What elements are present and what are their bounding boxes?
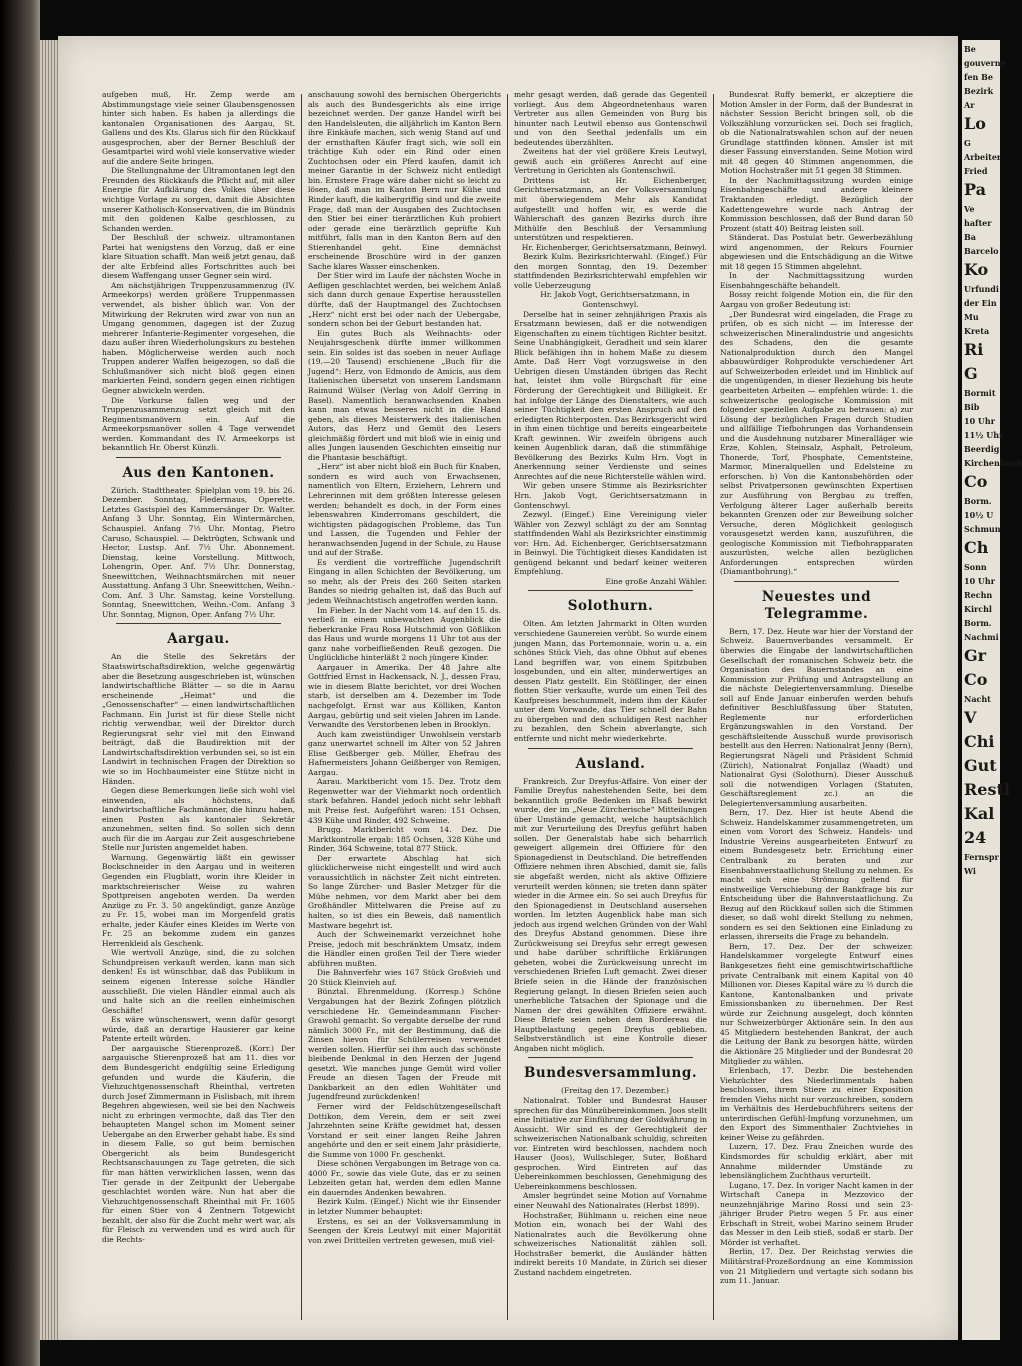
section-heading-kantonen: Aus den Kantonen. <box>122 464 275 481</box>
section-heading-ausland: Ausland. <box>575 755 646 772</box>
fragment: Rechn <box>964 590 993 600</box>
article-paragraph: Es wäre wünschenswert, wenn dafür gesorgt würde, daß an derartige Hausierer gar keine Patente erteilt würden. <box>102 1015 295 1044</box>
fragment: G <box>964 364 978 383</box>
column-rule <box>301 94 302 1320</box>
signature-line: Hr. Eichenberger, Gerichtsersatzmann, Beinwyl. <box>521 242 707 252</box>
column-rule <box>507 94 508 1320</box>
article-paragraph: mehr gesagt werden, daß gerade das Gegenteil vorliegt. Aus dem Abgeordnetenhaus waren Vertreter aus allen Gemeinden von Burg bis hinunter nach Leutwil ebenso aus Gontenschwil und von den Seethal jedenfalls um ein bedeutendes überzählten. <box>514 90 707 147</box>
section-divider <box>734 581 899 582</box>
section-divider <box>528 590 693 591</box>
fragment: Nacht <box>964 694 991 704</box>
article-paragraph: Es verdient die vortreffliche Jugendschrift Eingang in allen Schichten der Bevölkerung, um so mehr, als der Preis des 260 Seiten starken Bandes so niedrig gehalten ist, daß das Buch auf jedem Weihnachtstisch angetroffen werden kann. <box>308 557 501 605</box>
fragment: Sonn <box>964 562 987 572</box>
article-paragraph: Die Stellungnahme der Ultramontanen legt den Freunden des Rückkaufs die Pflicht auf, mit aller Energie für Aufklärung des Volkes über diese wichtige Vorlage zu sorgen, damit die Absichten unserer Katholisch-Konservativen, die im Bündnis mit den goldenen Kalbe geschlossen, zu Schanden werden. <box>102 166 295 233</box>
article-paragraph: Frankreich. Zur Dreyfus-Affaire. Von einer der Familie Dreyfus nahestehenden Seite, bei dem bekanntlich große Bedenken im Elsaß bewirkt wurde, der im „Neue Zürcherische“ Mitteilungen über Umstände gemacht, welche hauptsächlich mit zur Verurteilung des Dreyfus geführt haben sollen. Der Generalstab habe sich beharrlich geweigert allgemein drei Offiziere für den Spionagedienst in Deutschland. Die betreffenden Offiziere nehmen ihren Abschied, damit sie, falls sie abgefaßt werden, nicht als aktive Offiziere verurteilt werden können; sie treten dann später wieder in die Armee ein. So sei auch Dreyfus für den Spionagedienst in Deutschland ausersehen worden. Im letzten Augenblick habe man sich jedoch aus irgend welchen Gründen von der Wahl des Dreyfus Abstand genommen. Diese ihre Zurückweisung sei Dreyfus sehr erregt gewesen und habe darüber schriftliche Erklärungen gebeten, wobei die Zurückweisung unrecht im verschiedenen Briefen Luft gemacht. Zwei dieser Briefe seien in die Hände der französischen Regierung gelangt. In diesen Briefen seien auch unerhebliche Tatsachen der Spionage und die Namen der drei gewählten Offiziere erwähnt. Diese Briefe seien neben dem Bordereau die Hauptbelastung gegen Dreyfus geblieben. Selbstverständlich ist eine Kontrolle dieser Angaben nicht möglich. <box>514 776 707 1053</box>
article-paragraph: Gegen diese Bemerkungen ließe sich wohl viel einwenden, als höchstens, daß landwirtschaftliche Fachmänner, die hinzu haben, einen Posten als kantonaler Sekretär anzunehmen, selten find. So sollen sich denn auch für die im Aargau zur Zeit ausgeschriebene Stelle nur Juristen angemeldet haben. <box>102 786 295 853</box>
fragment: Pa <box>964 180 986 199</box>
article-paragraph: Nationalrat. Tobler und Bundesrat Hauser sprechen für das Münzübereinkommen. Joos stellt eine Initiative zur Einführung der Goldwährung in Aussicht. Wir sind es der Gerechtigkeit der schweizerischen Nationalbank schuldig, schreiten vor. Eintreten wird beschlossen, nachdem noch Hauser (Joos), Wullschleger, Suter, Boßhard gesprochen. Wird Eintreten auf das Uebereinkommen beschlossen, Genehmigung des Uebereinkommens beschlossen. <box>514 1095 707 1191</box>
fragment: 10 Uhr <box>964 416 995 426</box>
article-paragraph: Erstens, es sei an der Volksversammlung in Seengen der Kreis Leutwyl mit einer Majorität von zwei Dritteilen vertreten gewesen, muß viel- <box>308 1216 501 1245</box>
article-paragraph: Erlenbach, 17. Dezbr. Die bestehenden Viehzüchter des Niederlimmentals haben beschlossen, ihrem Stiere zu einer Exposition fremden Viehs nicht nur vorzuschreiben, sondern im Verhältnis des Herdebuchführers seitens der unterirdischen Gefühl-Impfung vorzunehmen, um den Export des Simmenthaler Zuchtviehes in keiner Weise zu gefährden. <box>720 1066 913 1142</box>
section-divider <box>116 623 281 624</box>
article-paragraph: Bern, 17. Dez. Heute war hier der Vorstand der Schweiz. Bauernverbandes versammelt. Er überwies die Eingabe der landwirtschaftlichen Gesellschaft der romanischen Schweiz betr. die Organisation des Bauernstandes an eine Kommission zur Prüfung und Antragstellung an die nächste Delegiertenversammlung. Dieselbe soll auf Ende Januar einberufen werden behufs definitiver Beschlußfassung über Statuten, Reglemente nur erforderlichen Ergänzungswahlen in den Vorstand. Der geschäftsleitende Ausschuß wurde provisorisch bestellt aus den Herren: Nationalrat Jenny (Bern), Regierungsrat Nägeli und Präsident Schmid (Zürich), Nationalrat Fonjallaz (Waadt) und Nationalrat Gysi (Solothurn). Dieser Ausschuß soll die notwendigen Vorlagen (Statuten, Geschäftsreglement zc.) an die Delegiertenversammlung ausarbeiten. <box>720 626 913 808</box>
fragment: Be <box>964 44 976 54</box>
section-heading-bundesversammlung: Bundesversammlung. <box>523 1065 698 1082</box>
article-paragraph: Der Stier wird im Laufe der nächsten Woche in Aefligen geschlachtet werden, bei welchem Anlaß sich dann durch genaue Expertise herausstellen dürfte, daß der Hauptmangel des Zuchtochsen „Herz“ nicht erst bei oder nach der Uebergabe, sondern schon bei der Geburt bestanden hat. <box>308 271 501 329</box>
fragment: Ch <box>964 538 989 557</box>
column-rule <box>713 94 714 1320</box>
page-edges <box>40 40 60 1340</box>
section-divider <box>116 457 281 458</box>
fragment: Kirchenbuch <box>964 458 1022 468</box>
fragment: Ko <box>964 260 989 279</box>
fragment: Kal <box>964 804 995 823</box>
fragment: Gut <box>964 756 997 775</box>
article-paragraph: Derselbe hat in seiner zehnjährigen Praxis als Ersatzmann bewiesen, daß er die notwendigen Eigenschaften zu einem tüchtigen Richter besitzt. Seine Unabhängigkeit, Geradheit und sein klarer Blick befähigen ihn in hohem Maße zu diesem Amte. Daß Herr Vogt vorzugsweise in den Uebrigen diesen Umständen übrigen das Recht hat, leistet ihm volle Bürgschaft für eine Förderung der Gerechtigkeit und Billigkeit. Er hat infolge der Länge des Dienstalters, wie auch seiner Tüchtigkeit den ersten Anspruch auf den erledigten Richterposten. Das Bezirksgericht wird in ihm einen tüchtige und bereits eingearbeitete Kraft gewinnen. Wir zweifeln übrigens auch keinen Augenblick daran, daß die stimmfähige Bevölkerung des Bezirks Kulm Hrn. Vogt in Anerkennung seiner Verdienste und seines Anrechtes auf die neue Richterstelle wählen wird. <box>514 309 707 481</box>
article-paragraph: Bezirk Kulm. (Eingef.) Nicht wie ihr Einsender in letzter Nummer behauptet: <box>308 1197 501 1216</box>
column-1 <box>102 90 295 1328</box>
fragment: 11½ Uhr <box>964 430 1004 440</box>
article-paragraph: aufgeben muß, Hr. Zemp werde am Abstimmungstage viele seiner Glaubensgenossen hinter sich haben. Es haben ja allerdings die kantonalen Organisationen des Aargau, St. Gallens und des Kts. Glarus sich für den Rückkauf ausgesprochen, aber der Berner Beschluß der Gesamtpartei wird wohl viele konservative wieder auf die andere Seite bringen. <box>102 90 295 166</box>
fragment: Bib <box>964 402 980 412</box>
section-heading-news: Neuestes und Telegramme. <box>761 588 872 622</box>
article-paragraph: Wir geben unsere Stimme als Bezirksrichter Hrn. Jakob Vogt, Gerichtsersatzmann in Gontenschwyl. <box>514 481 707 510</box>
article-paragraph: Die Bahnverfehr wies 167 Stück Großvieh und 20 Stück Kleinvieh auf. <box>308 968 501 987</box>
article-paragraph: Warnung. Gegenwärtig läßt ein gewisser Bockschneider in den Aargau und in weiteren Gegenden ein Flugblatt, worin ihre Kleider in marktschreierischer Weise zu wahren Spottpreisen angeboten werden. Da werden Anzüge zu Fr. 3. 50 angekündigt, ganze Anzüge zu Fr. 15, wobei man im Morgenfeld gratis erhalte, jeder Käufer eines Kleides im Werte von Fr. 25 an bekomme zudem ein ganzes Herrenkleid als Geschenk. <box>102 852 295 948</box>
article-paragraph: Ferner wird der Feldschützengesellschaft Dottikon, dem Verein, dem er seit zwei Jahrzehnten seine Kräfte gewidmet hat, dessen Vorstand er seit einer langen Reihe Jahren angehörte und den er seit einem Jahr präsidierte, die Summe von 1000 Fr. geschenkt. <box>308 1101 501 1159</box>
fragment: Borm. <box>964 618 992 628</box>
article-paragraph: In der Nachmittagssitzung wurden einige Eisenbahngeschäfte und andere kleinere Traktanden erledigt. Bezüglich der Kadettengewehre wurde nach Antrag der Kommission beschlossen, daß der Bund daran 50 Prozent (statt 40) Beitrag leisten soll. <box>720 175 913 233</box>
section-divider <box>528 1057 693 1058</box>
fragment: Ri <box>964 340 984 359</box>
fragment: Borm. <box>964 496 992 506</box>
article-paragraph: Aargauer in Amerika. Der 48 Jahre alte Gottfried Ernst in Hackensack, N. J., dessen Frau, wie in diesem Blatte berichtet, vor drei Wochen starb, ist derselben am 4. Dezember im Tode nachgefolgt. Ernst war aus Kölliken, Kanton Aargau, gebürtig und seit vielen Jahren im Lande. Verwandte des Verstorbenen leben in Brooklyn. <box>308 662 501 730</box>
fragment: gouverne <box>964 58 1006 68</box>
article-paragraph: Im Fieber. In der Nacht vom 14. auf den 15. ds. verließ in einem unbewachten Augenblick die fieberkranke Frau Rosa Hutschmid von Gößlikon das Haus und wurde morgens 11 Uhr tot aus der ganz nahe vorbeifließenden Reuß gezogen. Die Unglückliche hinterläßt 2 noch jüngere Kinder. <box>308 605 501 663</box>
fragment: Lo <box>964 114 986 133</box>
fragment: Arbeiter <box>964 152 1002 162</box>
signature-line: Eine große Anzahl Wähler. <box>605 576 707 586</box>
fragment: Ar <box>964 100 975 110</box>
fragment: Co <box>964 670 988 689</box>
book-binding <box>0 0 40 1366</box>
article-paragraph: „Herz“ ist aber nicht bloß ein Buch für Knaben, sondern es wird auch von Erwachsenen, namentlich von Eltern, Erziehern, Lehrern und Lehrerinnen mit dem größten Interesse gelesen werden; behandelt es doch, in der Form eines lebenswahren Kinderromans geschildert, die wichtigsten pädagogischen Probleme, das Tun und Lassen, die Tugenden und Fehler der heranwachsenden Jugend in der Schule, zu Hause und auf der Straße. <box>308 462 501 558</box>
fragment: Gr <box>964 646 987 665</box>
fragment: fen Be <box>964 72 993 82</box>
article-paragraph: Die Vorkurse fallen weg und der Truppenzusammenzug setzt gleich mit den Regimentsmanövern ein. Auf die Armeekorpsmanöver sollen 4 Tage verwendet werden. Kommandant des IV. Armeekorps ist bekanntlich Hr. Oberst Künzli. <box>102 395 295 453</box>
fragment: Ba <box>964 232 976 242</box>
section-heading-solothurn: Solothurn. <box>567 598 654 615</box>
fragment: Barcelo <box>964 246 999 256</box>
article-paragraph: Diese schönen Vergabungen im Betrage von ca. 4000 Fr., sowie das viele Gute, das er zu seinen Lebzeiten getan hat, werden dem edlen Manne ein dauerndes Andenken bewahren. <box>308 1159 501 1197</box>
session-date: (Freitag den 17. Dezember.) <box>561 1086 669 1096</box>
article-paragraph: Auch der Schweinemarkt verzeichnet hohe Preise, jedoch mit beschränktem Umsatz, indem die Händler einen großen Teil der Tiere wieder abführen mußten. <box>308 930 501 968</box>
fragment: Fried <box>964 166 988 176</box>
fragment: Beerdig <box>964 444 1000 454</box>
fragment: Co <box>964 472 988 491</box>
article-paragraph: Berlin, 17. Dez. Der Reichstag verwies die Militärstraf-Prozeßordnung an eine Kommission von 21 Mitgliedern und vertagte sich sodann bis zum 11. Januar. <box>720 1247 913 1286</box>
fragment: Restl <box>964 780 1010 799</box>
article-paragraph: An die Stelle des Sekretärs der Staatswirtschaftsdirektion, welche gegenwärtig aber die Besetzung ausgeschrieben ist, wünschen landwirtschaftliche Blätter — so die in Aarau erscheinende „Heimat“ und die „Genossenschafter“ — einen landwirtschaftlichen Fachmann. Ein Jurist ist für diese Stelle nicht richtig verwendbar, weil der Direktor durch Regierungsrat sehr viel mit den Einwand beiträgt, daß die Baudirektion mit der Landwirtschaftsdirektion verbunden sei, so ist ein Landwirt in technischen Fragen der Direktion so wie so im Hochbaumeister eine Stütze nicht in Händen. <box>102 652 295 786</box>
article-paragraph: Der erwartete Abschlag hat sich glücklicherweise nicht eingestellt und wird auch voraussichtlich in nächster Zeit nicht eintreten. So lange Zürcher- und Basler Metzger für die Mühe nehmen, vor dem Markt aber bei dem Großhändler Mittelwaren die Preise auf zu halten, so ist dies ein Beweis, daß namentlich Mastware begehrt ist. <box>308 853 501 930</box>
section-divider <box>528 748 693 749</box>
article-paragraph: Luzern, 17. Dez. Frau Zneichen wurde des Kindsmordes für schuldig erklärt, aber mit Annahme mildernder Umstände zu lebenslänglichem Zuchthaus verurteilt. <box>720 1142 913 1181</box>
article-paragraph: Bern, 17. Dez. Der der schweizer. Handelskammer vorgelegte Entwurf eines Bankgesetzes fieht eine gemischtwirtschaftliche private Centralbank mit einem Kapital von 40 Millionen vor. Dieses Kapital wäre zu ⅔ durch die Kantone, Kantonalbanken und private Emissionsbanken zu übernehmen. Der Rest würde zur Zeichnung ausgelegt, doch könnten nur Schweizerbürger Aktionäre sein. In den aus 45 Mitgliedern bestehenden Bankrat, der auch die Leitung der Bank zu besorgen hätte, würden die Aktionäre 25 Mitglieder und der Bundesrat 20 Mitglieder zu wählen. <box>720 941 913 1066</box>
article-paragraph: Der aargauische Stierenprozeß. (Korr.) Der aargauische Stierenprozeß hat am 11. dies vor dem Bundesgericht endgültig seine Erledigung gefunden und wurde die Käuferin, die Viehzuchtgenossenschaft Rheinthal, vertreten durch Josef Zimmermann in Fislisbach, mit ihrem Begehren abgewiesen, weil sie bei den Nachweis nicht zu erbringen vermochte, daß das Tier den behaupteten Mangel schon im Moment seiner Uebergabe an den Erwerber gehabt habe. Es sind in diesem Falle, so gut beim bernischen Obergericht als beim Bundesgericht Rechtsanschauungen zu Tage getreten, die sich für man hätten verwirklichen lassen, wenn das Tier gerade in der Zeitpunkt der Uebergabe geschlachtet worden wäre. Nun hat aber die Viehzuchtgenossenschaft Rheinthal mit Fr. 1605 für einen Stier von 4 Zentnern Totgewicht bezahlt, der also für die Zucht mehr wert war, als für Fleisch zu verwenden und es wird auch für die Rechts- <box>102 1043 295 1244</box>
fragment: Bormit <box>964 388 996 398</box>
fragment: Urfundi <box>964 284 999 294</box>
article-paragraph: Bundesrat Ruffy bemerkt, er akzeptiere die Motion Amsler in der Form, daß der Bundesrat in nächster Session Bericht bringen soll, ob die Volkszählung vorzurücken sei. Doch sei fraglich, ob die Nationalratswahlen schon auf der neuen Grundlage stattfinden können. Amsler ist mit dieser Fassung einverstanden. Seine Motion wird mit 48 gegen 40 Stimmen angenommen, die Motion Hochstraßer mit 51 gegen 38 Stimmen. <box>720 90 913 176</box>
article-paragraph: Bern, 17. Dez. Hier ist heute Abend die Schweiz. Handelskammer zusammengetreten, um einen vom Vorort des Schweiz. Handels- und Industrie Vereins ausgearbeiteten Entwurf zu einem Bundesgesetz betr. Errichtung einer Centralbank zu beraten und zur Eisenbahnverstaatlichung Stellung zu nehmen. Es macht sich eine Strömung geltend für einstweilige Verschiebung der Bankfrage bis zur Entscheidung über die Bahnverstaatlichung. Zu Bezug auf den Rückkauf sollen sich die Stimmen dieser, so daß wohl direkt Stellung zu nehmen, sondern es sei den Sektionen eine Einladung zu erlassen, ihrerseits die Frage zu behandeln. <box>720 808 913 942</box>
fragment: der Ein <box>964 298 997 308</box>
article-paragraph: Ständerat. Das Postulat betr. Gewerbezählung wird angenommen, der Rekurs Fournier abgewiesen und die Entschädigung an die Witwe mit 18 gegen 15 Stimmen abgelehnt. <box>720 233 913 271</box>
fragment: hafter <box>964 218 992 228</box>
fragment: Mu <box>964 312 979 322</box>
article-paragraph: Brugg. Marktbericht vom 14. Dez. Die Marktkontrolle ergab: 185 Ochsen, 328 Kühe und Rinder, 364 Schweine, total 877 Stück. <box>308 825 501 854</box>
fragment: Kreta <box>964 326 990 336</box>
article-paragraph: Zweitens hat der viel größere Kreis Leutwyl, gewiß auch ein größeres Anrecht auf eine Vertretung in Gerichten als Gontenschwil. <box>514 147 707 176</box>
fragment: 24 <box>964 828 987 847</box>
article-paragraph: Auch kam zweistündiger Unwohlsein verstarb ganz unerwartet schnell im Alter von 52 Jahren Elise Geißberger geb. Müller, Ehefrau des Hafnermeisters Johann Geißberger von Remigen, Aargau. <box>308 729 501 777</box>
article-paragraph: In der Nachmittagssitzung wurden Eisenbahngeschäfte behandelt. <box>720 271 913 290</box>
article-paragraph: Bossy reicht folgende Motion ein, die für den Aargau von großer Bedeutung ist: <box>720 290 913 310</box>
fragment: Chi <box>964 732 995 751</box>
column-3 <box>514 90 707 1328</box>
newspaper-page <box>58 36 958 1340</box>
candidate-name: Hr. Jakob Vogt, Gerichtsersatzmann, in Gontenschwyl. <box>540 290 690 310</box>
fragment: V <box>964 708 977 727</box>
fragment: Schmun <box>964 524 1001 534</box>
fragment: Nachmi <box>964 632 999 642</box>
adjacent-page-strip <box>962 40 1022 1340</box>
article-paragraph: Bünztal. Ehrenmeldung. (Korresp.) Schöne Vergabungen hat der Bezirk Zofingen plötzlich verschiedene Hr. Gemeindeammann Fischer-Grawohl gemacht. So vergabte derselbe der rund nämlich 3000 Fr., mit der Bestimmung, daß die Zinsen hievon für Schülerreisen verwendet werden sollen. Hierfür sei ihm auch das schönste bleibende Denkmal in den Herzen der Jugend gesetzt. Wie manches junge Gemüt wird voller Freude an diesen Tagen der Freude mit Dankbarkeit an den edlen Wohltäter und Jugendfreund zurückdenken! <box>308 987 501 1102</box>
article-paragraph: anschauung sowohl des bernischen Obergerichts als auch des Bundesgerichts als eine irrige bezeichnet werden. Der ganze Handel wirft bei den Handelsleuten, die alljährlich im Kanton Bern ihre Einkäufe machen, sich wenig Stand auf und der ernsthaften Käufer fragt sich, wie soll ein trächtige Kuh oder ein Rind oder einen Zuchtochsen oder ein Pferd kaufen, damit ich meiner Garantie in der Schweiz nicht entledigt bin. Ernstere Frage wäre daher nicht so leicht zu lösen, daß man im Kanton Bern nur Kühe und Rinder kauft, die kalbergriffig sind und die zweite Frage, daß man der Ausgaben des Zuchtochsen den Stier bei einer tierärztlichen Kuh probiert oder gerade eine tierärztlich geprüfte Kuh mitführt, falls man in den Kanton Bern auf den Stierenhandel geht. Eine demnächst erscheinende Broschüre wird in der ganzen Sache klares Wasser einschenken. <box>308 90 501 271</box>
column-1-lead <box>102 90 295 453</box>
article-paragraph: Amsler begründet seine Motion auf Vornahme einer Neuwahl des Nationalrates (Herbst 1899). <box>514 1191 707 1210</box>
column-2 <box>308 90 501 1328</box>
article-paragraph: Der Beschluß der schweiz. ultramontanen Partei hat wenigstens den Vorzug, daß er eine klare Situation schafft. Man weiß jetzt genau, daß der alte Erbfeind alles Fortschrittes auch bei diesem Waffengang unser Gegner sein wird. <box>102 233 295 281</box>
fragment: Wi <box>964 866 976 876</box>
fragment: Bezirk <box>964 86 994 96</box>
fragment: Kirchl <box>964 604 992 614</box>
fragment: Fernspr <box>964 852 999 862</box>
article-paragraph: Drittens ist Hr. Eichenberger, Gerichtsersatzmann, an der Volksversammlung mit überwiegendem Mehr als Kandidat aufgestellt und hoffen wir, es werde die Wählerschaft des ganzen Bezirks durch ihre Mithülfe den Beschluß der Versammlung unterstützen und respektieren. <box>514 175 707 243</box>
article-paragraph: Bezirk Kulm. Bezirksrichterwahl. (Eingef.) Für den morgen Sonntag, den 19. Dezember stattfindenden Bezirksrichterwahl empfehlen wir volle Ueberzeugung <box>514 252 707 290</box>
section-heading-aargau: Aargau. <box>167 631 230 648</box>
fragment: 10 Uhr <box>964 576 995 586</box>
column-4 <box>720 90 913 1328</box>
article-paragraph: Ein gutes Buch als Weihnachts- oder Neujahrsgeschenk dürfte immer willkommen sein. Ein soldes ist das soeben in neuer Auflage (19.—20 Tausend) erschienene „Buch für die Jugend“: Herz, von Edmondo de Amicis, aus dem Italienischen übersetzt von unserem Landsmann Raimund Wülser (Verlag von Adolf Gerring in Basel). Namentlich heranwachsenden Knaben kann man etwas besseres nicht in die Hand geben, als dieses Meisterwerk des italienischen Autors, das Herz und Gemüt des Lesers gleichmäßig fördert und mit bloß wie in einig und alles Jungen lausenden Geschichten einseitig nur die Phantasie beschäftigt. <box>308 328 501 462</box>
fragment: G <box>964 138 971 148</box>
fragment: Ve <box>964 204 975 214</box>
article-paragraph: Lugano, 17. Dez. In voriger Nacht kamen in der Wirtschaft Canepa in Mezzovico der neunzehnjährige Marino Rossi und sein 23-jähriger Bruder Pietro wegen 5 Fr. aus einer Erbschaft in Streit, wobei Marino seinem Bruder das Messer in den Leib stieß, sodaß er starb. Der Mörder ist verhaftet. <box>720 1180 913 1247</box>
article-paragraph: Wie wertvoll Anzüge, sind, die zu solchen Schundpreisen verkauft werden, kann man sich denken! Es ist wünschbar, daß das Publikum in seinem eigenen Interesse solche Händler ausschließt. Die vielen Händler einmal auch als und halte sich an die reellen einheimischen Geschäfte! <box>102 948 295 1015</box>
article-paragraph: Hochstraßer, Bühlmann u. reichen eine neue Motion ein, wonach bei der Wahl des Nationalrates auch die Bevölkerung ohne schweizerisches Nationalität zählen soll. Hochstraßer bemerkt, die Ausländer hätten indirekt bereits 10 Mandate, in Zürich sei dieser Zustand nachdem eingetreten. <box>514 1210 707 1277</box>
article-paragraph: Aarau. Marktbericht vom 15. Dez. Trotz dem Regenwetter war der Viehmarkt noch ordentlich stark befahren. Handel jedoch nicht sehr lebhaft mit Preise fest. Aufgeführt waren: 151 Ochsen, 439 Kühe und Rinder, 492 Schweine. <box>308 777 501 825</box>
article-paragraph: Olten. Am letzten Jahrmarkt in Olten wurden verschiedene Gaunereien verübt. So wurde einem jungen Mann, das Portemonnaie, worin u. a. ein schönes Stück Vieh, das ohne Obhut auf ebenes Land begriffen war, von einem Spitzbuben losgebunden, und ein alter, minderwertiges an dessen Platz gestellt. Ein Stößlinger, der einen flotten Stier verkaufte, wurde um einen Teil des Kaufpreises beschummelt, indem ihm der Käufer unter dem Vorwande, das Tier schnell der Bahn zu übergeben und den schuldigen Rest nachher zu bezahlen, den Schein abverlangte, sich entfernte und nicht mehr wiederkehrte. <box>514 619 707 743</box>
article-paragraph: Zezwyl. (Eingef.) Eine Vereinigung vieler Wähler von Zezwyl schlägt zu der am Sonntag stattfindenden Wahl als Bezirksrichter einstimmig vor: Hrn. Ad. Eichenberger, Gerichtsersatzmann in Beinwyl. Die Tüchtigkeit dieses Kandidaten ist genügend bekannt und bedarf keiner weiteren Empfehlung. <box>514 510 707 577</box>
article-paragraph: Am nächstjährigen Truppenzusammenzug (IV. Armeekorps) werden größere Truppenmassen verwendet, als bisher üblich war. Von der Mitwirkung der Rekruten wird zwar von nun an Umgang genommen, dagegen ist der Zuzug mehrerer Infanterie-Regimenter vorgesehen, die dazu außer ihren Wiederholungskurs zu bestehen haben. Möglicherweise werden auch noch Truppen anderer Waffen beigezogen, so daß die Schlußmanöver sich nicht bloß gegen einen markierten Feind, sondern gegen einen richtigen Gegner abwickeln werden. <box>102 280 295 395</box>
article-paragraph: Zürich. Stadttheater. Spielplan vom 19. bis 26. Dezember. Sonntag, Fledermaus, Operette. Letztes Gastspiel des Kammersänger Dr. Walter. Anfang 3 Uhr. Sonntag, Ein Wintermärchen, Schauspiel. Anfang 7½ Uhr. Montag, Pietro Caruso, Schauspiel. — Dektrügten, Schwank und Hector, Lustsp. Anf. 7½ Uhr. Abonnement. Dienstag, keine Vorstellung. Mittwoch, Lohengrin, Oper. Anf. 7½ Uhr. Donnerstag, Sneewittchen, Weihnachtsmärchen mit neuer Ausstattung. Anfang 3 Uhr. Sneewittchen, Weihn.-Com. Anf. 3 Uhr. Samstag, keine Vorstellung. Sonntag, Sneewittchen, Weihn.-Com. Anfang 3 Uhr. Sonntag, Mignon, Oper. Anfang 7½ Uhr. <box>102 485 295 619</box>
fragment: 10½ U <box>964 510 994 520</box>
article-paragraph: „Der Bundesrat wird eingeladen, die Frage zu prüfen, ob es sich nicht — im Interesse der schweizerischen Mineralindustrie und angesichts des Schadens, den die gesamte Nationalproduktion durch den Mangel abbauwürdiger Rohprodukte verschiedener Art auf Schweizerboden erleidet und im Hinblick auf die ungenügenden, in dieser Beziehung bis heute gearbeiteten Arbeiten — empfehlen würde: 1. die schweizerische geologische Kommission mit folgender speziellen Aufgabe zu betrauen: a) zur Lösung der bezüglichen Fragen durch Studien und allfällige Tiefbohrungen das Vorhandensein und die Ausdehnung nutzbarer Mineralläger wie Erze, Kohlen, Steinsalz, Asphalt, Petroleum, Thonerde, Torf, Phosphate, Cementsteine, Marmor, Mineralquellen und Edelsteine zu erforschen. b) Von die Kantonsbehörden oder selbst Privatpersonen gewünschten Expertisen zur Ausführung von Bergbau zu treffen, Verfolgung älterer Lager außerhalb bereits bekannten Grenzen oder zur Beweibung solcher Versuche, deren Möglichkeit geologisch vorausgesetzt werden kann, auszuführen, die geologische Kommission mit Tiefbohrapparaten auszurüsten, welche allen bezüglichen Anforderungen entsprechen würden (Diamantbohrung).“ <box>720 309 913 577</box>
